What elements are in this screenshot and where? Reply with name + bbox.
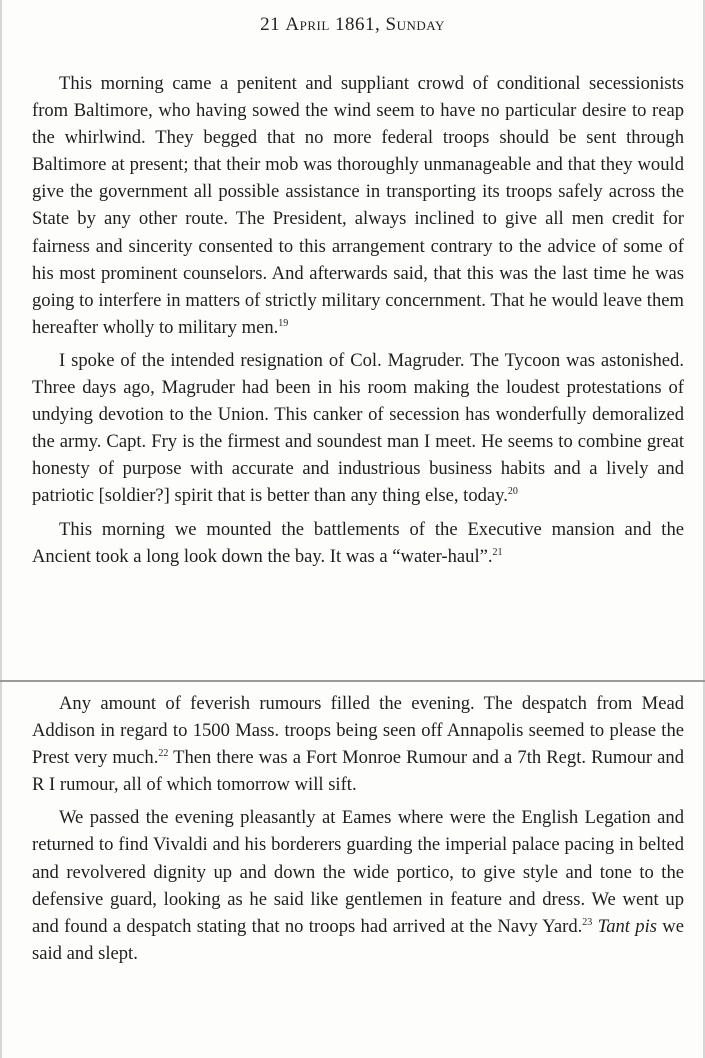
diary-entry-lower — [32, 690, 684, 973]
paragraph-text: Then there was a Fort Monroe Rumour and a 7th Regt. Rumour and R I rumour, all of which tomorrow will sift. — [32, 747, 685, 796]
paragraph-text: This morning came a penitent and suppliant crowd of conditional secessionists from Baltimore, who having sowed the wind seem to have no particular desire to reap the whirlwind. They begged that no more federal troops should be sent through Baltimore at present; that their mob was thoroughly unmanageable and that they would give the government all possible assistance in transporting its troops safely across the State by any other route. The President, always inclined to give all men credit for fairness and sincerity consented to this arrangement contrary to the advice of some of his most prominent counselors. And afterwards said, that this was the last time he was going to interfere in matters of strictly military concernment. That he would leave them hereafter wholly to military men. — [32, 73, 684, 338]
footnote-marker: 23 — [582, 916, 593, 928]
paragraph-text: we said and slept. — [32, 915, 684, 964]
paragraph — [32, 70, 684, 341]
page-header — [0, 14, 705, 36]
header-month: April — [285, 14, 330, 35]
paragraph-text: This morning we mounted the battlements of the Executive mansion and the Ancient took a long look down the bay. It was a “water-haul”. — [32, 518, 684, 567]
paragraph — [32, 690, 684, 798]
paragraph-text: We passed the evening pleasantly at Eames where were the English Legation and returned to find Vivaldi and his borderers guarding the imperial palace pacing in belted and revolvered dignity up and down the wide portico, to give style and tone to the defensive guard, looking as he said like gentlemen in feature and dress. We went up and found a despatch stating that no troops had arrived at the Navy Yard. — [32, 807, 684, 937]
paragraph — [32, 516, 684, 570]
diary-entry-upper — [32, 70, 684, 576]
footnote-marker: 19 — [278, 317, 289, 329]
header-year: 1861, — [335, 14, 381, 35]
paragraph — [32, 804, 684, 967]
paragraph-text: I spoke of the intended resignation of Col. Magruder. The Tycoon was astonished. Three days ago, Magruder had been in his room making the loudest protestations of undying devotion to the Union. This canker of secession has wonderfully demoralized the army. Capt. Fry is the firmest and soundest man I meet. He seems to combine great honesty of purpose with accurate and industrious business habits and a lively and patriotic [soldier?] spirit that is better than any thing else, today. — [32, 349, 684, 507]
page-edge-left — [0, 0, 2, 1058]
italic-phrase: Tant pis — [597, 915, 657, 937]
paragraph — [32, 347, 684, 510]
footnote-marker: 22 — [158, 748, 169, 760]
header-day: 21 — [260, 14, 281, 35]
footnote-marker: 21 — [492, 546, 503, 558]
scan-fold-line — [0, 680, 705, 682]
header-weekday: Sunday — [385, 14, 445, 35]
paragraph-text: Any amount of feverish rumours filled the evening. The despatch from Mead Addison in regard to 1500 Mass. troops being seen off Annapolis seemed to please the Prest very much. — [32, 693, 684, 769]
footnote-marker: 20 — [507, 486, 518, 498]
